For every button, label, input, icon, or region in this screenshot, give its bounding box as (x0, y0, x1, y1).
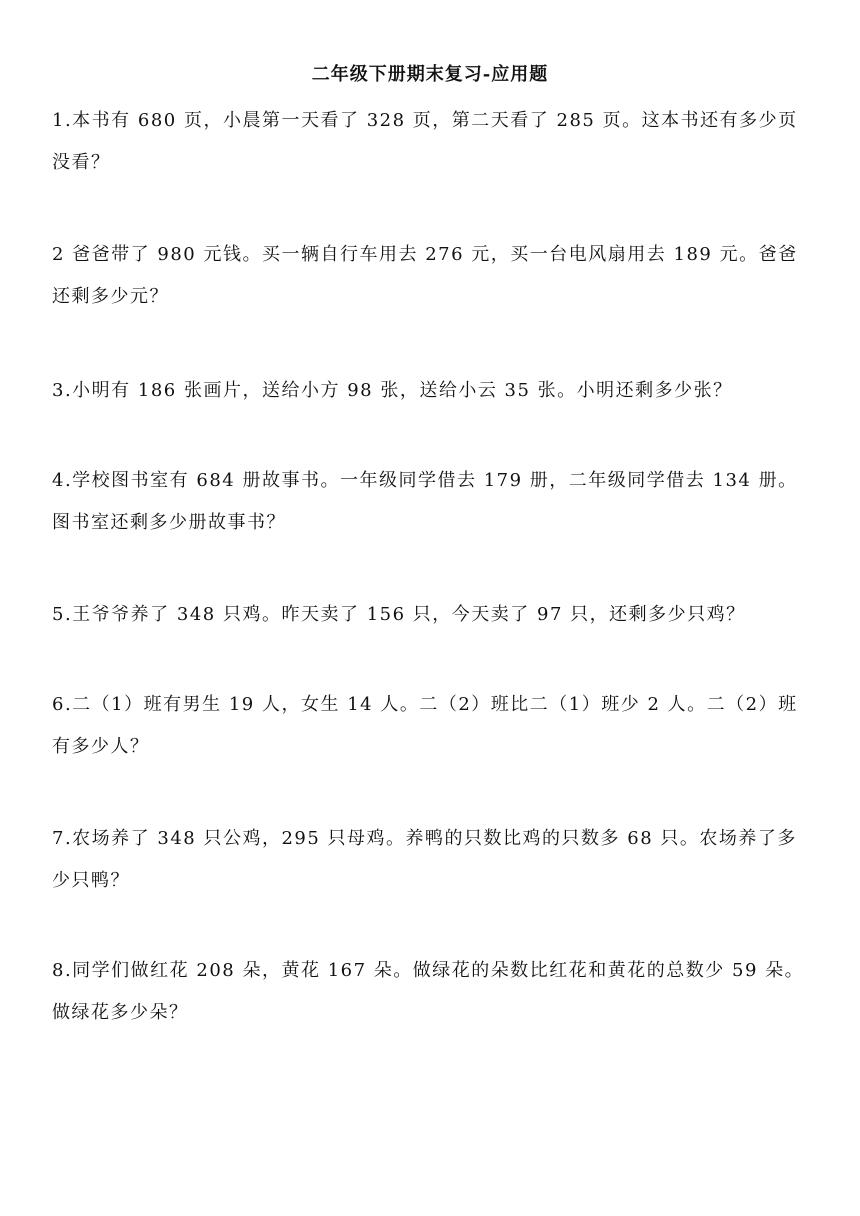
document-title: 二年级下册期末复习-应用题 (311, 64, 549, 85)
question-8: 8.同学们做红花 208 朵，黄花 167 朵。做绿花的朵数比红花和黄花的总数少 59 朵。做绿花多少朵？ (52, 960, 805, 1023)
question-5: 5.王爷爷养了 348 只鸡。昨天卖了 156 只，今天卖了 97 只，还剩多少只鸡？ (52, 604, 746, 625)
question-6: 6.二（1）班有男生 19 人，女生 14 人。二（2）班比二（1）班少 2 人。二（2）班有多少人？ (52, 694, 798, 757)
question-1: 1.本书有 680 页，小晨第一天看了 328 页，第二天看了 285 页。这本书还有多少页没看？ (52, 110, 798, 173)
question-3: 3.小明有 186 张画片，送给小方 98 张，送给小云 35 张。小明还剩多少张？ (52, 380, 733, 401)
question-4: 4.学校图书室有 684 册故事书。一年级同学借去 179 册，二年级同学借去 134 册。图书室还剩多少册故事书？ (52, 470, 798, 533)
question-7: 7.农场养了 348 只公鸡，295 只母鸡。养鸭的只数比鸡的只数多 68 只。农场养了多少只鸭？ (52, 828, 797, 891)
question-2: 2 爸爸带了 980 元钱。买一辆自行车用去 276 元，买一台电风扇用去 189 元。爸爸还剩多少元？ (52, 244, 798, 307)
